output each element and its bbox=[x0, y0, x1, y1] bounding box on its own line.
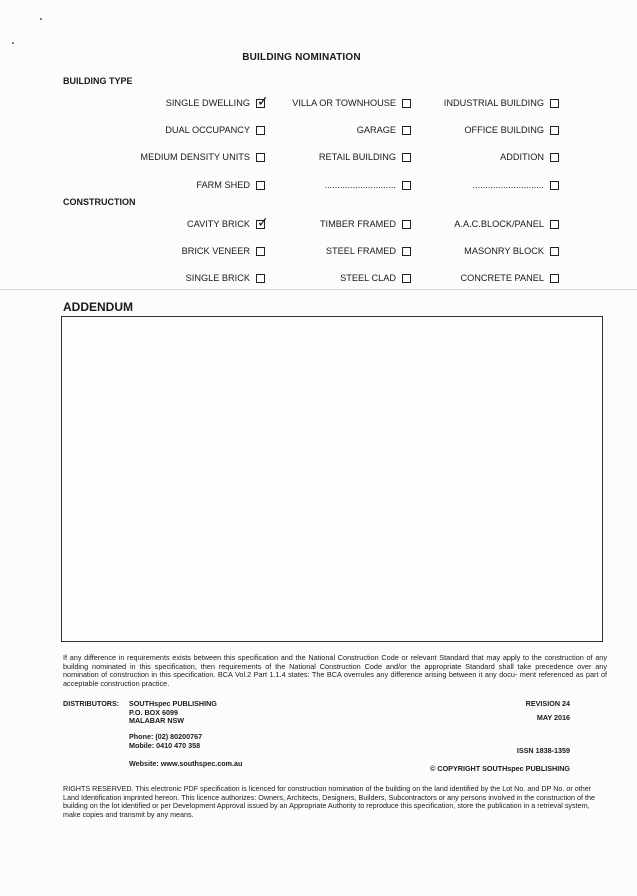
checkbox[interactable] bbox=[402, 247, 411, 256]
checkbox-label: ............................ bbox=[324, 180, 396, 190]
checkbox-label: A.A.C.BLOCK/PANEL bbox=[454, 219, 544, 229]
scan-speck bbox=[40, 18, 42, 20]
checkbox[interactable] bbox=[256, 247, 265, 256]
checkbox[interactable] bbox=[256, 274, 265, 283]
checkbox-label: VILLA OR TOWNHOUSE bbox=[292, 98, 396, 108]
checkbox[interactable] bbox=[550, 99, 559, 108]
checkbox[interactable] bbox=[550, 247, 559, 256]
checkmark-icon: ✓ bbox=[257, 94, 269, 110]
checkmark-icon: ✓ bbox=[257, 215, 269, 231]
checkbox-label: CONCRETE PANEL bbox=[460, 273, 544, 283]
checkbox-label: DUAL OCCUPANCY bbox=[165, 125, 250, 135]
checkbox-label: CAVITY BRICK bbox=[187, 219, 250, 229]
checkbox[interactable] bbox=[402, 126, 411, 135]
checkbox[interactable] bbox=[402, 274, 411, 283]
checkbox-label: MEDIUM DENSITY UNITS bbox=[140, 152, 250, 162]
checkbox[interactable] bbox=[550, 274, 559, 283]
checkbox[interactable] bbox=[402, 220, 411, 229]
checkbox-label: STEEL FRAMED bbox=[325, 246, 396, 256]
page-fold-line bbox=[0, 289, 637, 290]
checkbox-label: STEEL CLAD bbox=[340, 273, 396, 283]
copyright-notice: © COPYRIGHT SOUTHspec PUBLISHING bbox=[430, 764, 570, 773]
checkbox-label: TIMBER FRAMED bbox=[319, 219, 396, 229]
checkbox-label: RETAIL BUILDING bbox=[318, 152, 396, 162]
revision-label: REVISION 24 bbox=[525, 699, 570, 708]
checkbox[interactable] bbox=[256, 94, 269, 110]
section-heading-building-type: BUILDING TYPE bbox=[63, 76, 133, 86]
checkbox-label: OFFICE BUILDING bbox=[464, 125, 544, 135]
checkbox[interactable] bbox=[402, 99, 411, 108]
checkbox[interactable] bbox=[256, 181, 265, 190]
rights-reserved-text: RIGHTS RESERVED. This electronic PDF specification is licenced for construction nomination of the building on the land identified by the Lot No. and DP No. or other Land Identification imprinted hereon. This licence authorizes: Owners, Architects, Designers, Builders, Subcontractors or any persons involved in the construction of the building on the lot identified or per Development Approval issued by an Appropriate Authority to reproduce this specification, store the publication in a retrieval system, make copies and transmit by any means. bbox=[63, 784, 596, 819]
section-heading-construction: CONSTRUCTION bbox=[63, 197, 136, 207]
form-title: BUILDING NOMINATION bbox=[242, 52, 361, 63]
checkbox[interactable] bbox=[256, 126, 265, 135]
checkbox-label: SINGLE DWELLING bbox=[165, 98, 250, 108]
checkbox[interactable] bbox=[256, 215, 269, 231]
distributor-name: SOUTHspec PUBLISHING bbox=[129, 699, 217, 708]
checkbox[interactable] bbox=[402, 153, 411, 162]
distributor-phone: Phone: (02) 80200767 bbox=[129, 732, 203, 741]
checkbox[interactable] bbox=[550, 181, 559, 190]
checkbox-label: SINGLE BRICK bbox=[185, 273, 250, 283]
checkbox-label: ADDITION bbox=[500, 152, 544, 162]
checkbox-label: GARAGE bbox=[356, 125, 396, 135]
checkbox-label: FARM SHED bbox=[196, 180, 250, 190]
addendum-heading: ADDENDUM bbox=[63, 300, 133, 314]
checkbox-label: ............................ bbox=[472, 180, 544, 190]
disclaimer-text: If any difference in requirements exists between this specification and the National Construction Code or relevant Standard that may apply to the construction of any building nominated in this specification, then requirements of the National Construction Code and/or the appropriate Standard shall take precedence over any nomination of construction in this specification. BCA Vol.2 Part 1.1.4 states: The BCA overrules any difference arising between it any docu- ment referenced as part of acceptable construction practice. bbox=[63, 653, 607, 688]
checkbox[interactable] bbox=[256, 153, 265, 162]
checkbox-label: BRICK VENEER bbox=[181, 246, 250, 256]
distributors-label: DISTRIBUTORS: bbox=[63, 699, 120, 708]
checkbox[interactable] bbox=[550, 220, 559, 229]
checkbox[interactable] bbox=[550, 126, 559, 135]
checkbox[interactable] bbox=[550, 153, 559, 162]
addendum-text-area[interactable] bbox=[61, 316, 603, 642]
checkbox[interactable] bbox=[402, 181, 411, 190]
revision-date: MAY 2016 bbox=[536, 713, 570, 722]
distributor-website: Website: www.southspec.com.au bbox=[129, 759, 243, 768]
distributor-po-box: P.O. BOX 6099 bbox=[129, 707, 179, 717]
checkbox-label: MASONRY BLOCK bbox=[464, 246, 544, 256]
issn-number: ISSN 1838-1359 bbox=[516, 746, 570, 755]
scan-speck bbox=[12, 42, 14, 44]
checkbox-label: INDUSTRIAL BUILDING bbox=[443, 98, 544, 108]
distributor-city: MALABAR NSW bbox=[129, 716, 185, 726]
distributor-mobile: Mobile: 0410 470 358 bbox=[129, 740, 201, 750]
